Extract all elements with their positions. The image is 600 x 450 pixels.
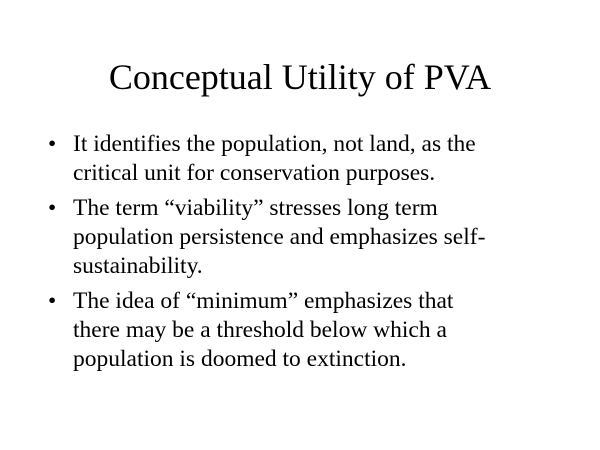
bullet-item-population-unit (48, 130, 578, 188)
bullet-item-viability (48, 194, 578, 281)
bullet-line: there may be a threshold below which a (73, 317, 447, 343)
bullet-icon: • (48, 131, 57, 157)
bullet-icon: • (48, 195, 57, 221)
bullet-item-minimum-threshold (48, 287, 578, 374)
bullet-list (48, 130, 578, 380)
bullet-line: sustainability. (73, 253, 203, 279)
bullet-line: critical unit for conservation purposes. (73, 160, 436, 186)
bullet-line: population is doomed to extinction. (73, 346, 407, 372)
slide-title: Conceptual Utility of PVA (108, 57, 492, 97)
bullet-line: population persistence and emphasizes self- (73, 224, 486, 250)
bullet-line: The term “viability” stresses long term (73, 195, 438, 221)
bullet-icon: • (48, 288, 57, 314)
bullet-line: The idea of “minimum” emphasizes that (73, 288, 454, 314)
bullet-line: It identifies the population, not land, as the (73, 131, 476, 157)
